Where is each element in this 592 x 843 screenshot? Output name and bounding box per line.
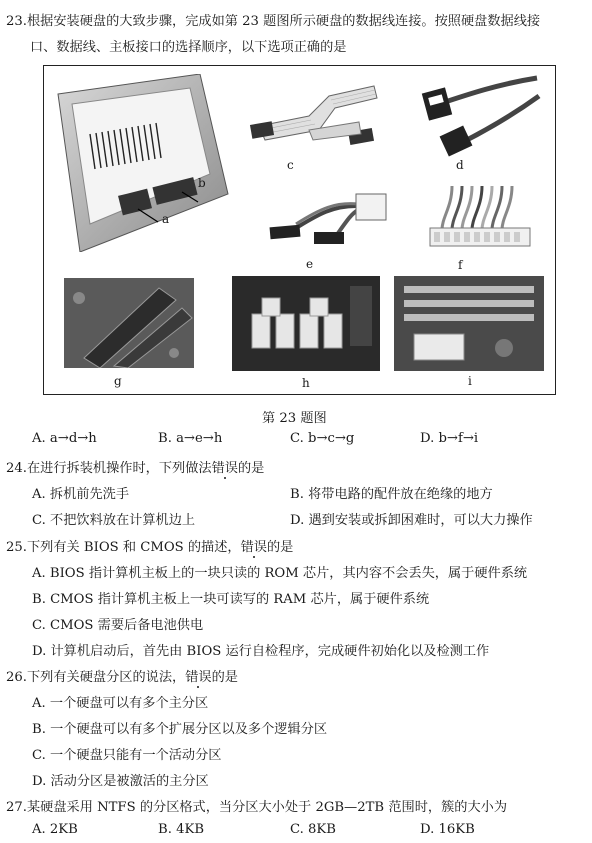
q26-option-c: C. 一个硬盘只能有一个活动分区 bbox=[32, 748, 222, 763]
q25-stem: 25.下列有关 BIOS 和 CMOS 的描述，错误的是 bbox=[6, 540, 294, 555]
q26-stem: 26.下列有关硬盘分区的说法，错误的是 bbox=[6, 670, 238, 685]
motherboard-power-socket-photo bbox=[394, 276, 544, 371]
q26-option-d: D. 活动分区是被激活的主分区 bbox=[32, 774, 209, 789]
label-a: a bbox=[162, 212, 170, 226]
q24-option-a: A. 拆机前先洗手 bbox=[32, 487, 130, 502]
q24-option-d: D. 遇到安装或拆卸困难时，可以大力操作 bbox=[290, 513, 533, 528]
label-e: e bbox=[306, 257, 314, 271]
label-f: f bbox=[458, 258, 463, 272]
q27-stem: 27.某硬盘采用 NTFS 的分区格式，当分区大小处于 2GB—2TB 范围时，簇的大小为 bbox=[6, 800, 508, 815]
q24-stem: 24.在进行拆装机操作时，下列做法错误的是 bbox=[6, 461, 265, 476]
q26-option-b: B. 一个硬盘可以有多个扩展分区以及多个逻辑分区 bbox=[32, 722, 328, 737]
q25-option-b: B. CMOS 指计算机主板上一块可读写的 RAM 芯片，属于硬件系统 bbox=[32, 592, 430, 607]
q23-stem-line1: 23.根据安装硬盘的大致步骤，完成如第 23 题图所示硬盘的数据线连接。按照硬盘数据线接 bbox=[6, 14, 541, 29]
q26-option-a: A. 一个硬盘可以有多个主分区 bbox=[32, 696, 209, 711]
q24-option-b: B. 将带电路的配件放在绝缘的地方 bbox=[290, 487, 493, 502]
q27-option-d: D. 16KB bbox=[420, 822, 475, 837]
q27-option-a: A. 2KB bbox=[32, 822, 78, 837]
q27-option-c: C. 8KB bbox=[290, 822, 336, 837]
q23-option-a: A. a→d→h bbox=[32, 431, 97, 446]
figure-caption: 第 23 题图 bbox=[262, 411, 327, 426]
q23-option-c: C. b→c→g bbox=[290, 431, 355, 446]
label-d: d bbox=[456, 158, 464, 172]
sata-power-adapter-photo bbox=[266, 186, 391, 251]
label-i: i bbox=[468, 374, 472, 388]
ide-cable-photo bbox=[249, 78, 379, 153]
atx-power-cable-photo bbox=[422, 182, 537, 252]
q25-option-d: D. 计算机启动后，首先由 BIOS 运行自检程序，完成硬件初始化以及检测工作 bbox=[32, 644, 490, 659]
q25-option-c: C. CMOS 需要后备电池供电 bbox=[32, 618, 204, 633]
motherboard-sata-photo bbox=[232, 276, 380, 371]
label-g: g bbox=[114, 374, 122, 388]
ssd-photo bbox=[50, 74, 230, 252]
q23-option-d: D. b→f→i bbox=[420, 431, 479, 446]
q23-stem-line2: 口、数据线、主板接口的选择顺序，以下选项正确的是 bbox=[30, 40, 347, 55]
q24-option-c: C. 不把饮料放在计算机边上 bbox=[32, 513, 196, 528]
q25-option-a: A. BIOS 指计算机主板上的一块只读的 ROM 芯片，其内容不会丢失，属于硬件系统 bbox=[32, 566, 528, 581]
q27-option-b: B. 4KB bbox=[158, 822, 205, 837]
label-h: h bbox=[302, 376, 310, 390]
label-c: c bbox=[287, 158, 294, 172]
q23-figure bbox=[43, 65, 556, 395]
label-b: b bbox=[198, 176, 206, 190]
motherboard-ide-photo bbox=[64, 278, 194, 368]
sata-cable-photo bbox=[419, 74, 544, 159]
q23-option-b: B. a→e→h bbox=[158, 431, 223, 446]
